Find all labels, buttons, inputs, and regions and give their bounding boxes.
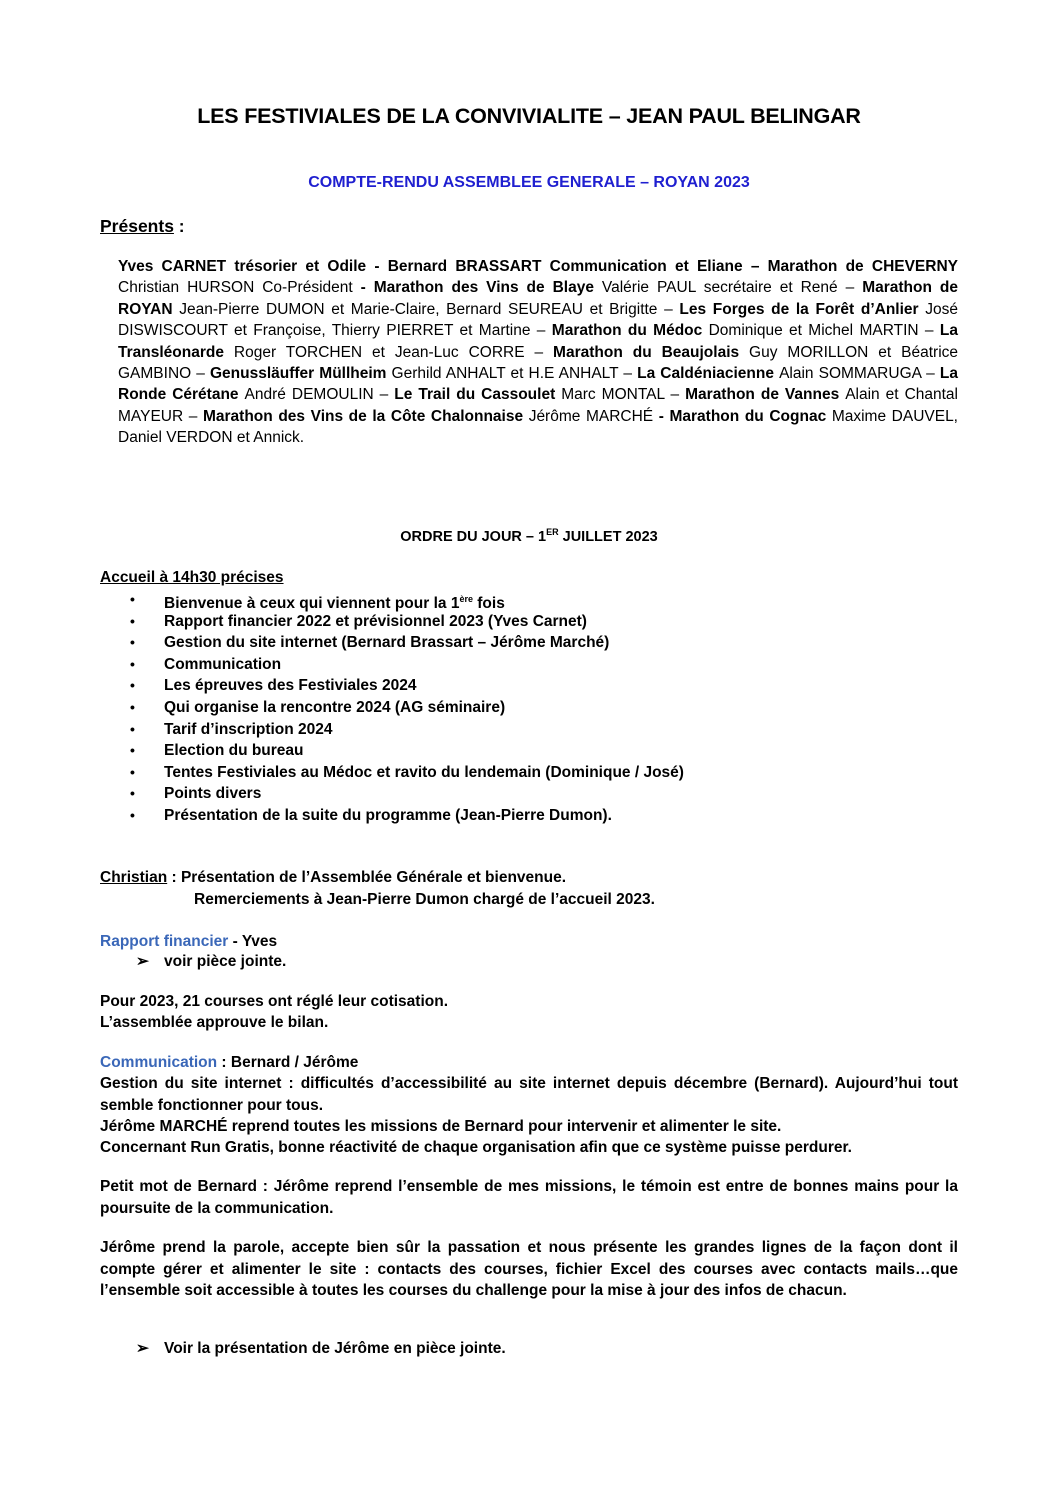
attendee-names: Valérie PAUL secrétaire et René – [601, 279, 863, 297]
agenda-item [128, 740, 684, 762]
attendee-race: Genussläuffer Müllheim [209, 365, 392, 383]
attendee-race: Le Trail du Cassoulet [394, 386, 562, 404]
rapport-p1: Pour 2023, 21 courses ont réglé leur cotisation. [100, 993, 449, 1010]
arrow-icon: ➢ [136, 1340, 149, 1357]
agenda-item [128, 654, 684, 676]
agenda-item-sup: ère [459, 594, 473, 604]
agenda-item [128, 783, 684, 805]
christian-line2: Remerciements à Jean-Pierre Dumon chargé de l’accueil 2023. [194, 891, 655, 908]
communication-bullet-text: Voir la présentation de Jérôme en pièce jointe. [164, 1340, 506, 1357]
communication-p3: Concernant Run Gratis, bonne réactivité de chaque organisation afin que ce système puisse perdurer. [100, 1139, 852, 1156]
bullet-icon: • [130, 655, 135, 672]
bullet-icon: • [130, 698, 135, 715]
attendee-race: Yves CARNET trésorier et Odile - Bernard BRASSART Communication et Eliane – Marathon de CHEVERNY [118, 258, 958, 275]
agenda-item [128, 697, 684, 719]
agenda-list [128, 589, 684, 827]
rapport-heading [100, 931, 958, 953]
bullet-icon: • [130, 742, 135, 759]
agenda-item-text: Gestion du site internet (Bernard Brassart – Jérôme Marché) [164, 634, 610, 652]
attendee-names: Christian HURSON Co-Président [118, 279, 361, 297]
agenda-item-text: Election du bureau [164, 742, 304, 760]
agenda-item-text: Les épreuves des Festiviales 2024 [164, 677, 417, 695]
agenda-item-text: Points divers [164, 785, 262, 803]
attendee-names: Jérôme MARCHÉ [528, 407, 659, 425]
communication-p4: Petit mot de Bernard : Jérôme reprend l’ensemble de mes missions, le témoin est entre de bonnes mains pour la poursuite de la communication. [100, 1178, 958, 1217]
rapport-bullet-text: voir pièce jointe. [164, 953, 287, 970]
arrow-icon: ➢ [136, 953, 149, 970]
agenda-heading-prefix: ORDRE DU JOUR – 1 [400, 529, 547, 545]
attendee-names: Guy MORILLON et Béatrice GAMBINO – [118, 343, 959, 383]
rapport-p2: L’assemblée approuve le bilan. [100, 1014, 329, 1031]
attendee-names: Roger TORCHEN et Jean-Luc CORRE – [233, 343, 554, 361]
attendee-race: Marathon des Vins de la Côte Chalonnaise [202, 407, 529, 425]
communication-who: : Bernard / Jérôme [217, 1054, 359, 1071]
attendee-race: La Ronde Cérétane [118, 365, 958, 404]
attendee-race: Les Forges de la Forêt d’Anlier [679, 300, 926, 318]
document-subtitle: COMPTE-RENDU ASSEMBLEE GENERALE – ROYAN 2023 [308, 174, 750, 191]
bullet-icon: • [130, 591, 135, 607]
attendee-names: José DISWISCOURT et Françoise, Thierry PIERRET et Martine – [118, 300, 958, 340]
agenda-item-text: Tentes Festiviales au Médoc et ravito du lendemain (Dominique / José) [164, 763, 684, 781]
bullet-icon: • [130, 806, 135, 823]
agenda-item [128, 805, 684, 827]
attendee-names: Maxime DAUVEL, Daniel VERDON et Annick. [118, 407, 958, 447]
attendee-names: André DEMOULIN – [244, 386, 395, 404]
agenda-item [128, 762, 684, 784]
bullet-icon: • [130, 785, 135, 802]
document-title: LES FESTIVIALES DE LA CONVIVIALITE – JEAN PAUL BELINGAR [197, 104, 861, 128]
attendee-race: La Transléonarde [118, 322, 958, 361]
attendee-names: Marc MONTAL – [561, 386, 686, 404]
attendee-names: Alain SOMMARUGA – [779, 365, 940, 383]
presents-colon: : [173, 216, 185, 236]
attendee-names: Alain et Chantal MAYEUR – [118, 386, 958, 425]
rapport-bullet [136, 952, 286, 971]
attendee-race: La Caldéniacienne [637, 365, 780, 383]
attendee-race: Marathon du Médoc [551, 322, 709, 340]
christian-line1: : Présentation de l’Assemblée Générale et bienvenue. [167, 869, 567, 886]
attendee-race: Marathon de ROYAN [118, 279, 958, 318]
christian-intro [100, 867, 958, 889]
agenda-heading-suffix: JUILLET 2023 [558, 529, 658, 545]
agenda-item [128, 611, 684, 633]
agenda-item-text: Rapport financier 2022 et prévisionnel 2023 (Yves Carnet) [164, 612, 587, 630]
agenda-item [128, 719, 684, 741]
attendee-race: - Marathon des Vins de Blaye [360, 279, 602, 297]
agenda-item-text: Tarif d’inscription 2024 [164, 720, 333, 738]
christian-name: Christian [100, 869, 168, 886]
attendee-names: Jean-Pierre DUMON et Marie-Claire, Bernard SEUREAU et Brigitte – [179, 300, 680, 318]
bullet-icon: • [130, 634, 135, 651]
rapport-who: - Yves [228, 933, 278, 950]
communication-bullet [136, 1339, 506, 1358]
agenda-item-text: Communication [164, 655, 282, 673]
attendee-race: - Marathon du Cognac [658, 407, 832, 425]
attendee-names: Dominique et Michel MARTIN – [708, 322, 940, 340]
rapport-title: Rapport financier [100, 933, 229, 950]
agenda-item [128, 632, 684, 654]
attendee-names: Gerhild ANHALT et H.E ANHALT – [391, 365, 638, 383]
agenda-heading [0, 527, 1058, 545]
agenda-heading-sup: ER [546, 527, 559, 537]
bullet-icon: • [130, 612, 135, 629]
communication-p2: Jérôme MARCHÉ reprend toutes les missions de Bernard pour intervenir et alimenter le site. [100, 1118, 782, 1135]
agenda-item-text: Qui organise la rencontre 2024 (AG séminaire) [164, 698, 506, 716]
presents-heading [100, 216, 185, 237]
attendee-race: Marathon de Vannes [685, 386, 846, 404]
bullet-icon: • [130, 677, 135, 694]
communication-p5: Jérôme prend la parole, accepte bien sûr la passation et nous présente les grandes lignes de la façon dont il compte gérer et alimenter le site : contacts des courses, fichier Excel des courses avec contacts mails…que l’ensemble soit accessible à toutes les courses du challenge pour la mise à jour des infos de chacun. [100, 1239, 958, 1299]
attendee-race: Marathon du Beaujolais [553, 343, 750, 361]
attendees-paragraph [118, 256, 958, 449]
communication-p1: Gestion du site internet : difficultés d’accessibilité au site internet depuis décembre (Bernard). Aujourd’hui tout semble fonctionner pour tous. [100, 1075, 958, 1114]
accueil-heading: Accueil à 14h30 précises [100, 569, 284, 586]
agenda-item-text: Présentation de la suite du programme (Jean-Pierre Dumon). [164, 806, 612, 824]
agenda-item [128, 589, 684, 611]
agenda-item-after: fois [472, 595, 505, 612]
communication-title: Communication [100, 1054, 218, 1071]
agenda-item [128, 675, 684, 697]
bullet-icon: • [130, 720, 135, 737]
bullet-icon: • [130, 763, 135, 780]
agenda-item-text: Bienvenue à ceux qui viennent pour la 1 [164, 595, 460, 612]
communication-heading [100, 1052, 958, 1074]
presents-label: Présents [100, 216, 174, 236]
